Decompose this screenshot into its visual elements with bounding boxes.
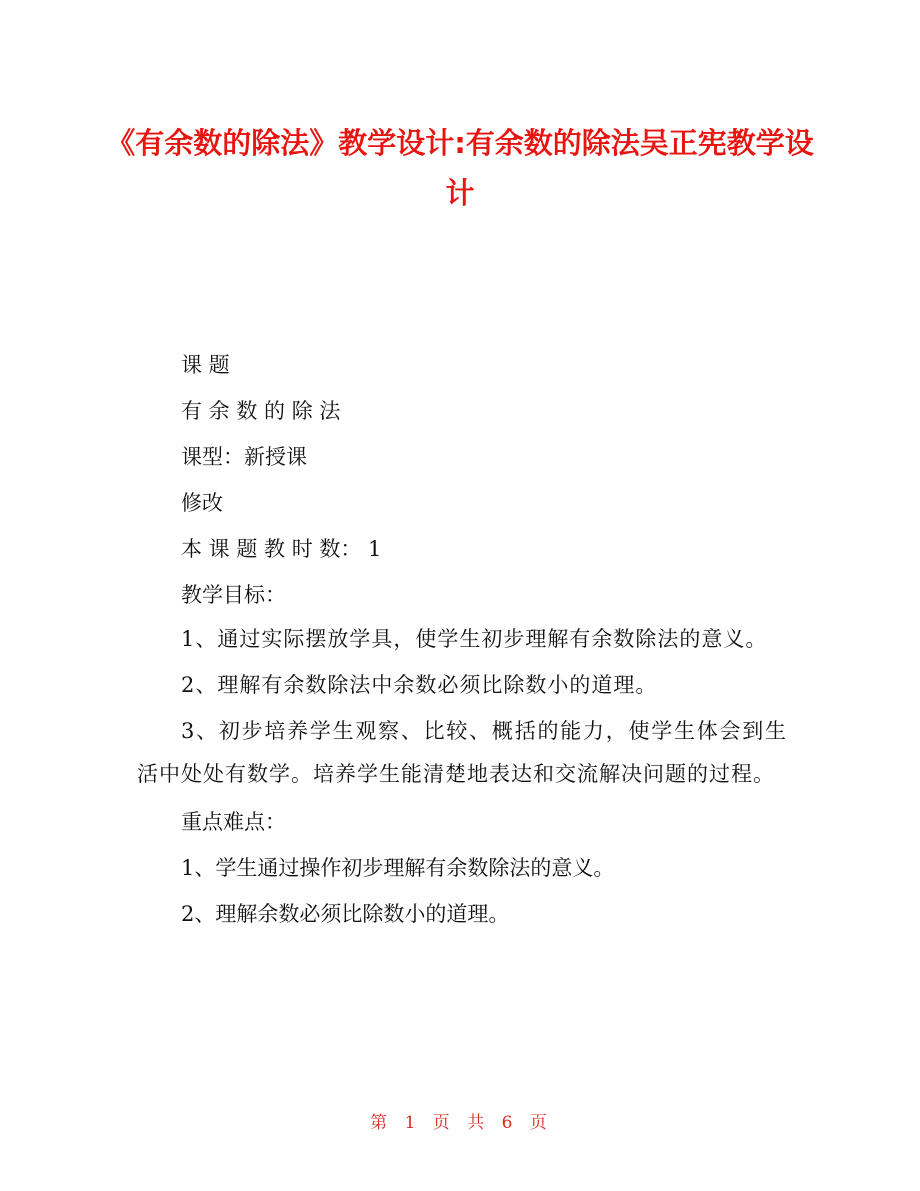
lesson-type: 课型：新授课 — [181, 445, 307, 469]
revise-note: 修改 — [181, 491, 223, 515]
topic-label: 课 题 — [181, 353, 230, 377]
document-body — [137, 342, 787, 937]
document-title: 《有余数的除法》教学设计:有余数的除法吴正宪教学设计 — [106, 126, 814, 210]
objectives-heading: 教学目标： — [181, 583, 286, 607]
objective-item: 1、通过实际摆放学具，使学生初步理解有余数除法的意义。 — [181, 627, 768, 651]
key-point-item: 2、理解余数必须比除数小的道理。 — [181, 902, 510, 926]
key-point-item: 1、学生通过操作初步理解有余数除法的意义。 — [181, 856, 615, 880]
topic-value: 有 余 数 的 除 法 — [181, 399, 341, 423]
objective-item: 3、初步培养学生观察、比较、概括的能力，使学生体会到生活中处处有数学。培养学生能清楚地表达和交流解决问题的过程。 — [137, 719, 787, 786]
page-footer: 第 1 页 共 6 页 — [370, 1113, 550, 1133]
key-points-heading: 重点难点： — [181, 810, 286, 834]
objective-item: 2、理解有余数除法中余数必须比除数小的道理。 — [181, 673, 658, 697]
lesson-hours: 本 课 题 教 时 数： 1 — [181, 537, 382, 561]
